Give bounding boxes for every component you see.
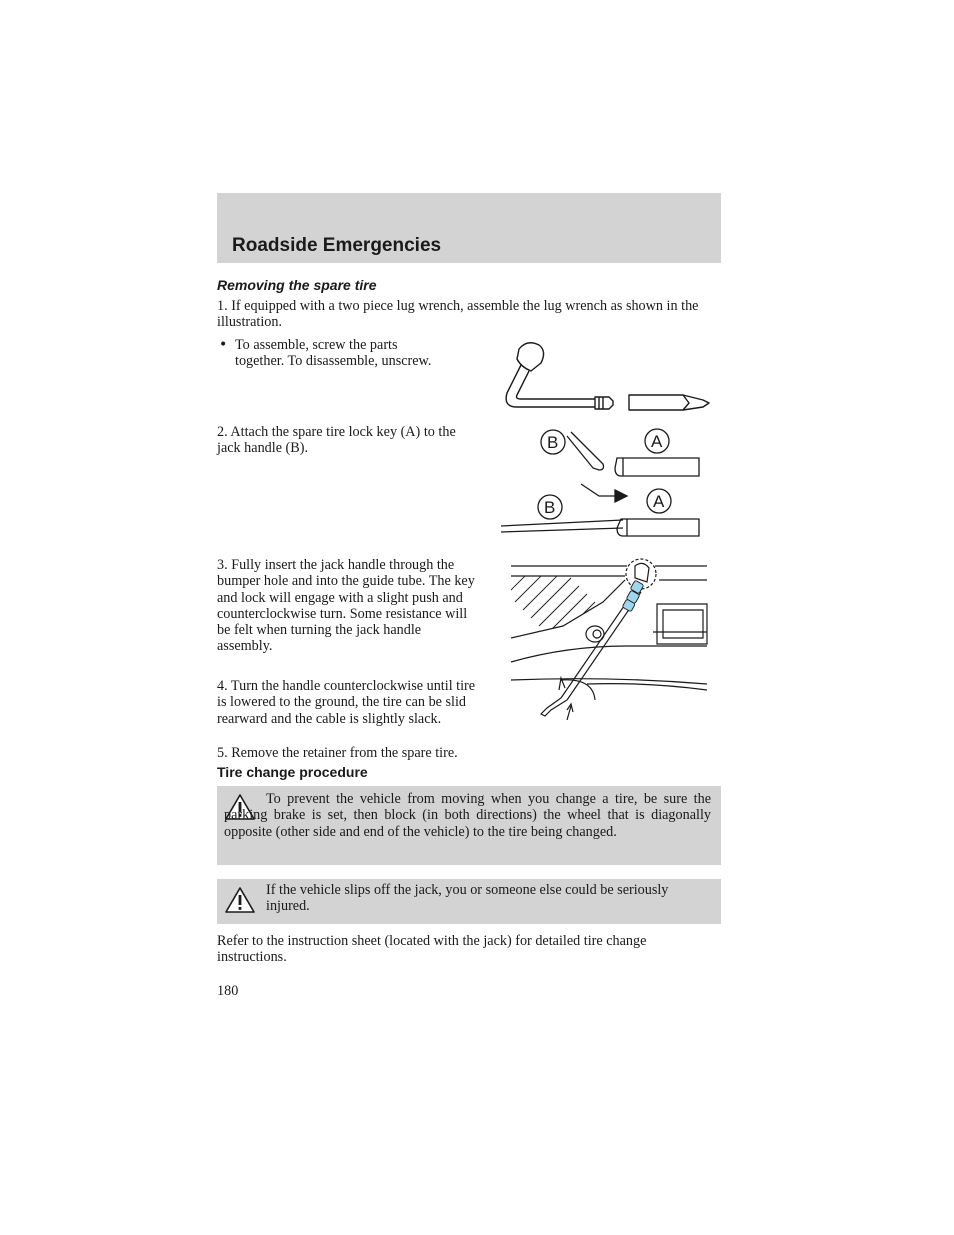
- subsection-heading-removing-spare: Removing the spare tire: [217, 277, 377, 293]
- section-header-band: [217, 193, 721, 263]
- page-number: 180: [217, 983, 239, 999]
- lug-wrench-illustration: [497, 335, 715, 415]
- step-4-text: 4. Turn the handle counterclockwise until tire is lowered to the ground, the tire can be slid rearward and the cable is slightly slack.: [217, 678, 476, 727]
- warning-text-jack-slip: If the vehicle slips off the jack, you or someone else could be seriously injured.: [266, 882, 669, 915]
- step-3-text: 3. Fully insert the jack handle through the bumper hole and into the guide tube. The key and lock will engage with a slight push and counterclockwise turn. Some resistance will be felt when turning the jack handle assembly.: [217, 557, 475, 655]
- lock-key-illustration: [497, 422, 707, 546]
- subsection-heading-tire-change: Tire change procedure: [217, 764, 368, 780]
- bullet-assemble-text: To assemble, screw the parts together. To disassemble, unscrew.: [235, 337, 432, 370]
- warning-triangle-icon: [224, 886, 256, 914]
- label-a-top: A: [651, 432, 663, 451]
- bullet-dot: •: [219, 337, 228, 353]
- closing-instructions-text: Refer to the instruction sheet (located with the jack) for detailed tire change instructions.: [217, 933, 647, 966]
- warning-box-parking-brake: [217, 786, 721, 865]
- warning-box-jack-slip: [217, 879, 721, 924]
- label-b-top: B: [547, 433, 559, 452]
- step-2-text: 2. Attach the spare tire lock key (A) to the jack handle (B).: [217, 424, 456, 457]
- label-b-bottom: B: [544, 498, 556, 517]
- step-1-text: 1. If equipped with a two piece lug wrench, assemble the lug wrench as shown in the illustration.: [217, 298, 699, 331]
- section-title: Roadside Emergencies: [232, 235, 442, 256]
- label-a-bottom: A: [653, 492, 665, 511]
- warning-text-parking-brake: To prevent the vehicle from moving when you change a tire, be sure the parking brake is set, then block (in both directions) the wheel that is diagonally opposite (other side and end of the vehicle) to the tire being changed.: [224, 791, 711, 840]
- jack-handle-insertion-illustration: [507, 554, 711, 724]
- step-5-text: 5. Remove the retainer from the spare tire.: [217, 745, 458, 761]
